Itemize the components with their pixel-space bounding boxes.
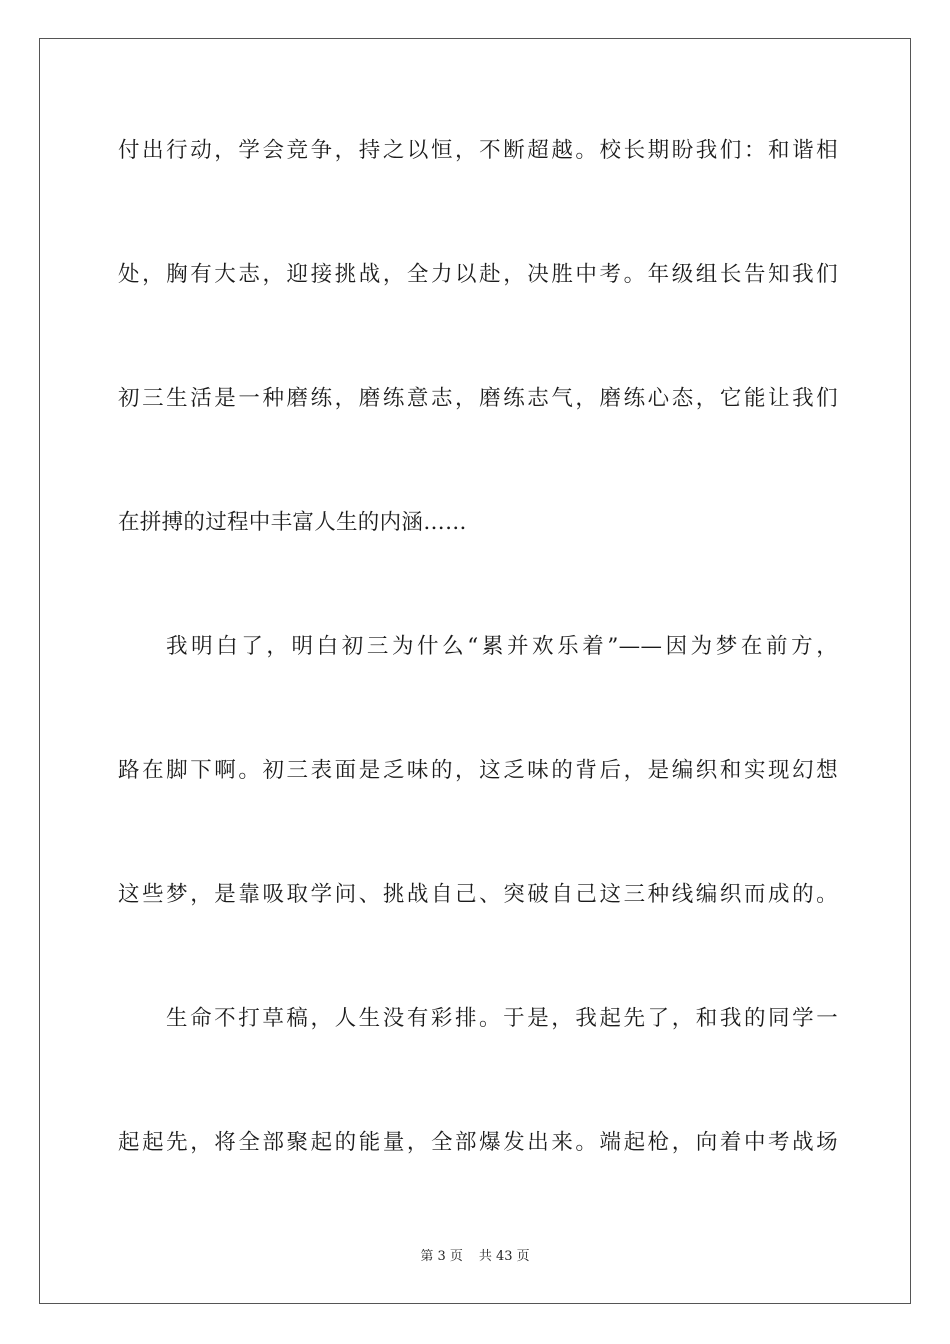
paragraph-line-4: 在拼搏的过程中丰富人生的内涵…… [118,510,467,535]
page-border [39,38,911,1304]
page-footer [0,1248,950,1266]
paragraph-line-5: 我明白了，明白初三为什么“累并欢乐着”——因为梦在前方， [166,634,838,659]
paragraph-line-6: 路在脚下啊。初三表面是乏味的，这乏味的背后，是编织和实现幻想 [118,758,838,783]
paragraph-line-3: 初三生活是一种磨练，磨练意志，磨练志气，磨练心态，它能让我们 [118,386,838,411]
paragraph-line-7: 这些梦，是靠吸取学问、挑战自己、突破自己这三种线编织而成的。 [118,882,838,907]
page-total: 共 43 页 [478,1249,530,1264]
paragraph-line-9: 起起先，将全部聚起的能量，全部爆发出来。端起枪，向着中考战场 [118,1130,838,1155]
paragraph-line-2: 处，胸有大志，迎接挑战，全力以赴，决胜中考。年级组长告知我们 [118,262,838,287]
paragraph-line-1: 付出行动，学会竞争，持之以恒，不断超越。校长期盼我们：和谐相 [118,138,838,163]
paragraph-line-8: 生命不打草稿，人生没有彩排。于是，我起先了，和我的同学一 [166,1006,838,1031]
page-number: 第 3 页 [420,1249,463,1264]
